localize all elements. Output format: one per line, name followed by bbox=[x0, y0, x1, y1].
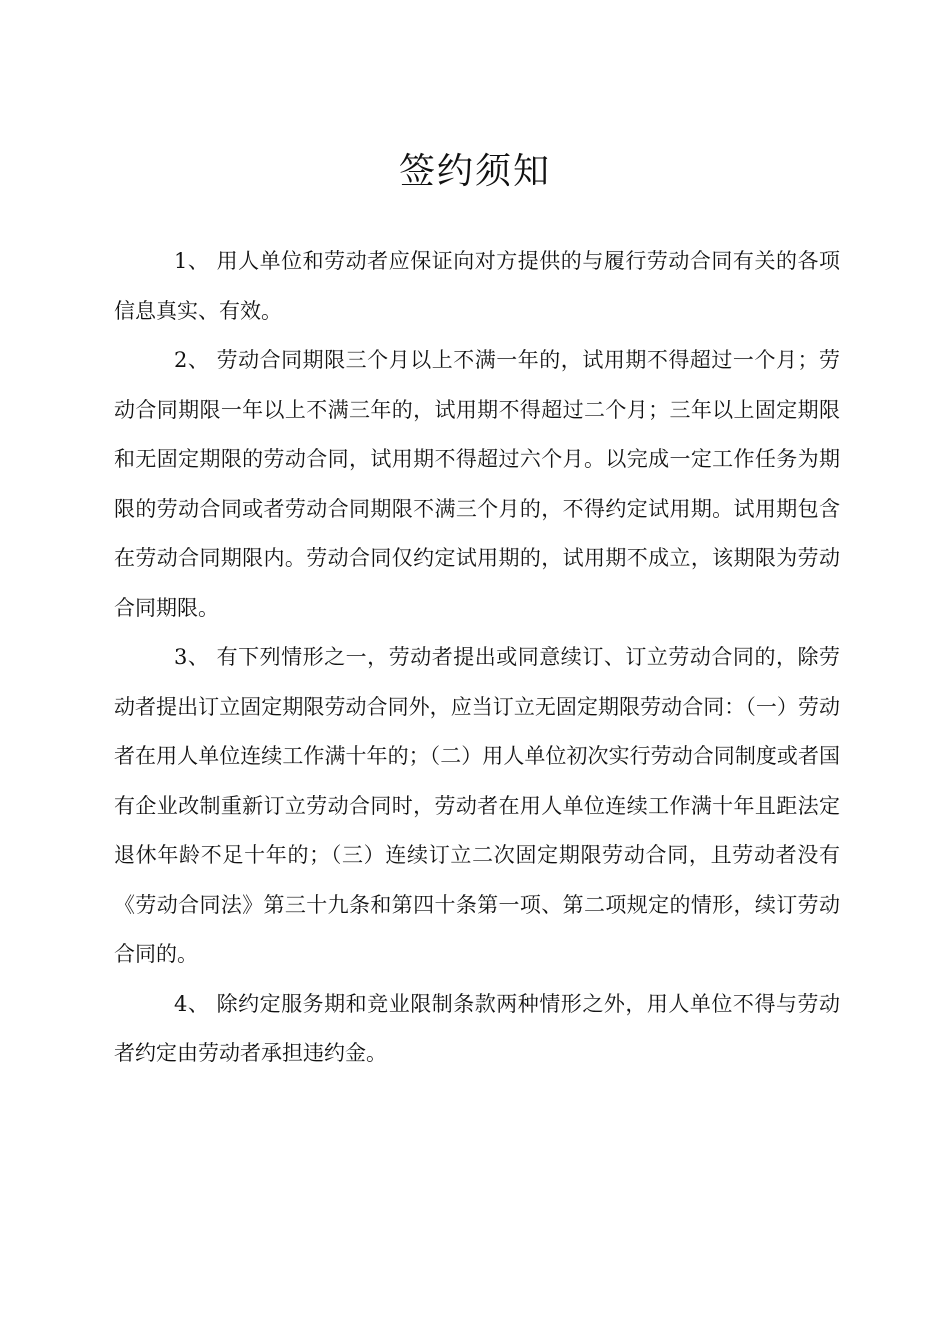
paragraph-2: 2、 劳动合同期限三个月以上不满一年的，试用期不得超过一个月；劳动合同期限一年以上不满三年的，试用期不得超过二个月；三年以上固定期限和无固定期限的劳动合同，试用期不得超过六个月。以完成一定工作任务为期限的劳动合同或者劳动合同期限不满三个月的，不得约定试用期。试用期包含在劳动合同期限内。劳动合同仅约定试用期的，试用期不成立，该期限为劳动合同期限。 bbox=[114, 348, 840, 620]
document-title: 签约须知 bbox=[398, 151, 551, 193]
document-body bbox=[114, 237, 840, 1079]
paragraph-3: 3、 有下列情形之一，劳动者提出或同意续订、订立劳动合同的，除劳动者提出订立固定期限劳动合同外，应当订立无固定期限劳动合同：（一）劳动者在用人单位连续工作满十年的；（二）用人单位初次实行劳动合同制度或者国有企业改制重新订立劳动合同时，劳动者在用人单位连续工作满十年且距法定退休年龄不足十年的；（三）连续订立二次固定期限劳动合同，且劳动者没有《劳动合同法》第三十九条和第四十条第一项、第二项规定的情形，续订劳动合同的。 bbox=[114, 645, 840, 966]
paragraph-1: 1、 用人单位和劳动者应保证向对方提供的与履行劳动合同有关的各项信息真实、有效。 bbox=[114, 249, 840, 323]
paragraph-4: 4、 除约定服务期和竞业限制条款两种情形之外，用人单位不得与劳动者约定由劳动者承担违约金。 bbox=[114, 991, 840, 1065]
